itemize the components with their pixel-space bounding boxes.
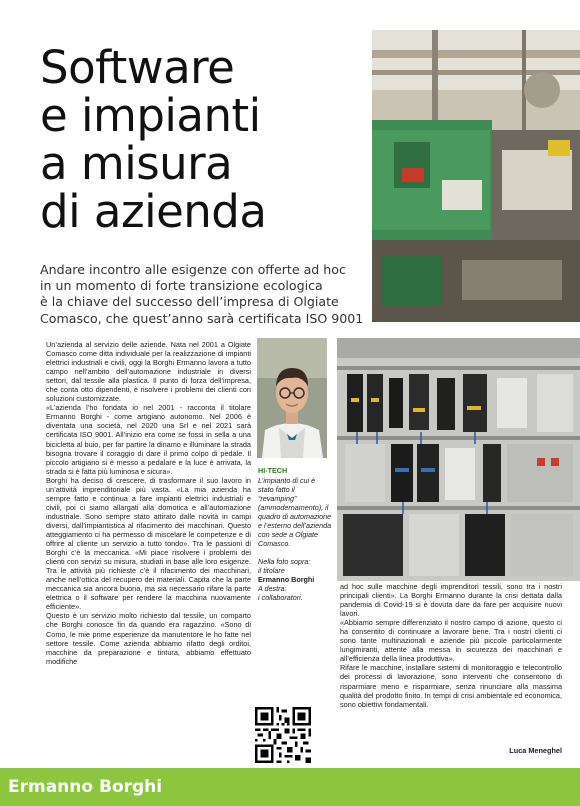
paragraph: Borghi ha deciso di crescere, di trasformare il suo lavoro in un’attività imprenditoriale più vasta. «La mia azienda ha sempre fatto e continua a fare impianti elettrici industriali e civili, poi ci siamo allargati alla domotica e all’automazione industriale. Sono sempre stato attirato dalle novità in campi diversi, dall’impiantistica al rifacimento dei macchinari. Questo atteggiamento ci ha permesso di miscelare le competenze e di offrire al cliente un servizio a tutto tondo». Tra le passioni di Borghi c’è la meccanica. «Mi piace risolvere i problemi dei clienti con servizi su misura, studiati in base alle loro esigenze. Tra le attività più richieste c’è il rifacimento dei macchinari, anche nell’ottica del recupero dei materiali. Capita che la parte meccanica sia ancora buona, ma sia necessario rifare la parte elettrica o il software per rendere la macchina nuovamente efficiente».: [46, 475, 251, 612]
standfirst-line: Comasco, che quest’anno sarà certificata ISO 9001: [40, 310, 364, 326]
caption-text: L’impianto di cui è stato fatto il “revamping” (ammodernamento), il quadro di automazione e l’esterno dell’azienda con sede a Olgiate Comasco.: [258, 476, 332, 548]
qr-code-icon: [255, 707, 311, 763]
electrical-panel-photo: [337, 338, 580, 581]
standfirst: [40, 262, 380, 327]
caption-title: HI-TECH: [258, 466, 288, 475]
paragraph: Questo è un servizio molto richiesto dal tessile, un comparto che Borghi conosce fin da quando era ragazzino. «Sono di Como, le mie prime esperienze da manutentore le ho fatte nel settore tessile. Come azienda abbiamo rifatto degli orditoi, macchine da preparazione e tintura, abbiamo effettuato modifiche: [46, 611, 251, 666]
headline-line: a misura: [40, 137, 233, 190]
caption-label-right: A destra:: [258, 584, 287, 593]
standfirst-line: è la chiave del successo dell’impresa di Olgiate: [40, 294, 339, 310]
article-column-right: [340, 582, 562, 709]
portrait-illustration: [257, 338, 327, 458]
caption-name: Ermanno Borghi: [258, 575, 315, 584]
standfirst-line: in un momento di forte transizione ecologica: [40, 278, 323, 294]
standfirst-line: Andare incontro alle esigenze con offerte ad hoc: [40, 262, 346, 277]
caption-label-above: Nella foto sopra:: [258, 557, 311, 566]
caption-text-above: il titolare: [258, 566, 285, 575]
panel-illustration: [337, 338, 580, 581]
headline-line: e impianti: [40, 89, 261, 142]
photo-caption: [258, 466, 332, 602]
paragraph: «Abbiamo sempre differenziato il nostro campo di azione, questo ci ha consentito di continuare a lavorare bene. Tra i nostri clienti ci sono tante multinazionali e aziende più piccole particolarmente lungimiranti, attente alla messa in sicurezza dei macchinari e all’efficienza della linea produttiva».: [340, 618, 562, 664]
headline-line: di azienda: [40, 185, 267, 238]
footer-bar: [0, 768, 580, 806]
portrait-photo: [257, 338, 327, 458]
headline-line: Software: [40, 41, 235, 94]
author-signature: Luca Meneghel: [509, 746, 562, 755]
paragraph: «L’azienda l’ho fondata io nel 2001 - racconta il titolare Ermanno Borghi - come artigiano autonomo. Nel 2006 è diventata una società, nel 2020 una Srl e nel 2021 sarà certificata ISO 9001. All’inizio era come se fossi in sella a una bicicletta al buio, per far partire la dinamo e illuminare la strada bisogna trovare il coraggio di dare il primo colpo di pedale. Il piccolo artigiano si è messo a pedalare e la luce è arrivata, la strada si è fatta più luminosa e sicura».: [46, 403, 251, 476]
paragraph: Un’azienda al servizio delle aziende. Nata nel 2001 a Olgiate Comasco come ditta individuale per la realizzazione di impianti elettrici industriali e civili, oggi la Borghi Ermanno lavora a tutto campo nell’ambito dell’automazione industriale in diversi settori, dal tessile alla plastica. Il punto di forza dell’impresa, che conta otto dipendenti, è risolvere i problemi dei clienti con soluzioni customizzate.: [46, 340, 251, 404]
paragraph: Rifare le macchine, installare sistemi di monitoraggio e telecontrollo dei processi di lavorazione, sono interventi che consentono di risparmiare meno e risparmiare, senza rinunciare alla massima qualità del prodotto finito. In tempi di crisi ambientale ed economica, sono obiettivi fondamentali.: [340, 663, 562, 709]
headline: [40, 41, 370, 238]
machine-illustration: [372, 30, 580, 322]
machine-photo: [372, 30, 580, 322]
qr-code[interactable]: [255, 707, 311, 763]
footer-company-name: Ermanno Borghi: [8, 777, 163, 797]
caption-text-right: i collaboratori.: [258, 593, 303, 602]
paragraph: ad hoc sulle macchine degli imprenditori tessili, sono tra i nostri principali clienti». La Borghi Ermanno durante la crisi dettata dalla pandemia di Covid-19 si è dovuta dare da fare per acquisire nuovi lavori.: [340, 582, 562, 619]
article-column-left: [46, 340, 251, 666]
